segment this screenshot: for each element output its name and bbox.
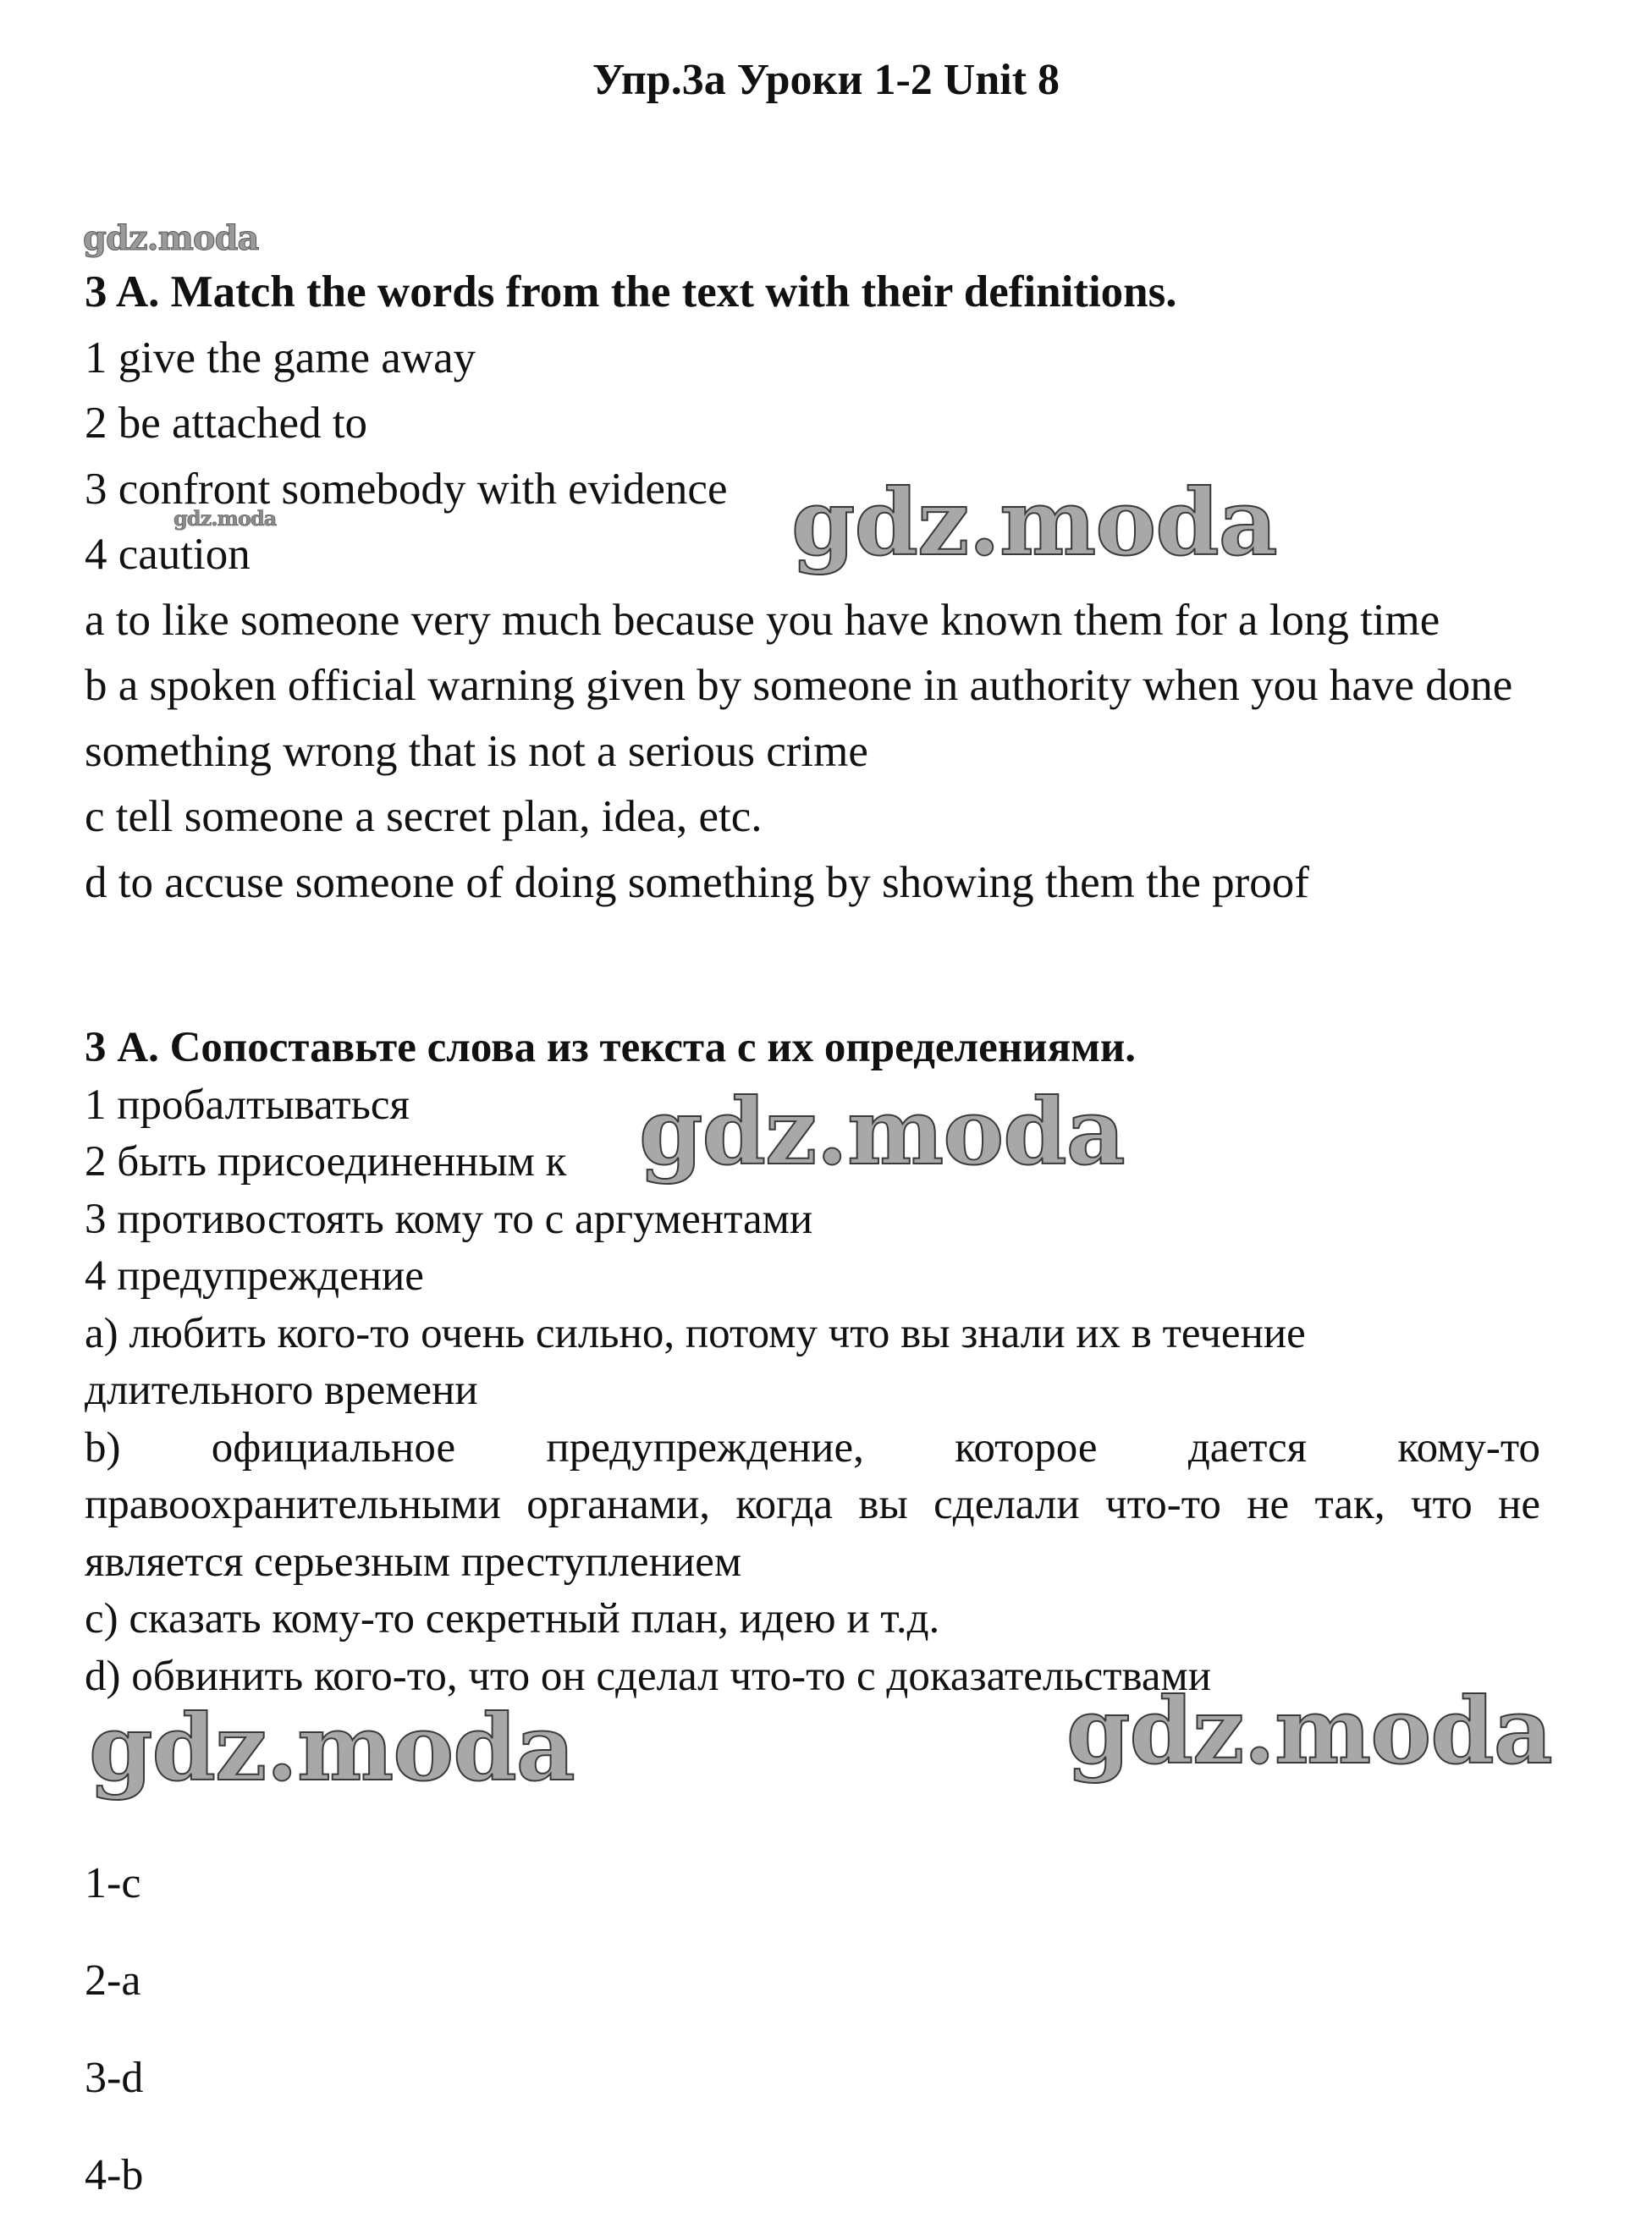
definition-item: c tell someone a secret plan, idea, etc. [85,792,763,841]
answer-item: 1-c [85,1859,141,1907]
answer-item: 3-d [85,2054,144,2102]
definition-item: c) сказать кому-то секретный план, идею и т.д. [85,1595,940,1642]
word-item: 2 be attached to [85,399,368,448]
answer-item: 4-b [85,2151,144,2199]
russian-exercise [85,1020,1540,1705]
word-item: 1 give the game away [85,333,476,382]
word-item: 3 confront somebody with evidence [85,464,728,514]
watermark-logo: gdz.moda [83,218,259,258]
watermark-logo: gdz.moda [89,1695,575,1802]
watermark-logo: gdz.moda [639,1079,1125,1186]
definition-item: a to like someone very much because you have known them for a long time [85,595,1440,645]
word-item: 4 caution [85,530,251,579]
definition-item: d to accuse someone of doing something by showing them the proof [85,857,1309,907]
word-item: 1 пробалтываться [85,1081,410,1129]
watermark-logo: gdz.moda [1066,1678,1552,1785]
english-exercise [85,260,1540,916]
word-item: 3 противостоять кому то с аргументами [85,1195,813,1243]
definition-item: b a spoken official warning given by someone in authority when you have done something wrong that is not a serious crime [85,661,1513,776]
answer-list [85,1835,143,2224]
word-item: 4 предупреждение [85,1252,424,1300]
definition-item: b) официальное предупреждение, которое дается кому-то правоохранительными органами, когда вы сделали что-то не так, что не является серьезным преступлением [85,1423,1540,1586]
word-item: 2 быть присоединенным к [85,1138,567,1186]
definition-item: a) любить кого-то очень сильно, потому что вы знали их в течение длительного времени [85,1309,1306,1414]
watermark-logo: gdz.moda [791,470,1277,576]
answer-item: 2-a [85,1956,141,2005]
definition-item: d) обвинить кого-то, что он сделал что-то с доказательствами [85,1652,1212,1700]
exercise-heading-en: 3 A. Match the words from the text with their definitions. [85,267,1177,316]
page-title: Упр.3а Уроки 1-2 Unit 8 [592,56,1060,104]
watermark-logo: gdz.moda [173,506,277,531]
exercise-heading-ru: 3 А. Сопоставьте слова из текста с их определениями. [85,1024,1137,1071]
